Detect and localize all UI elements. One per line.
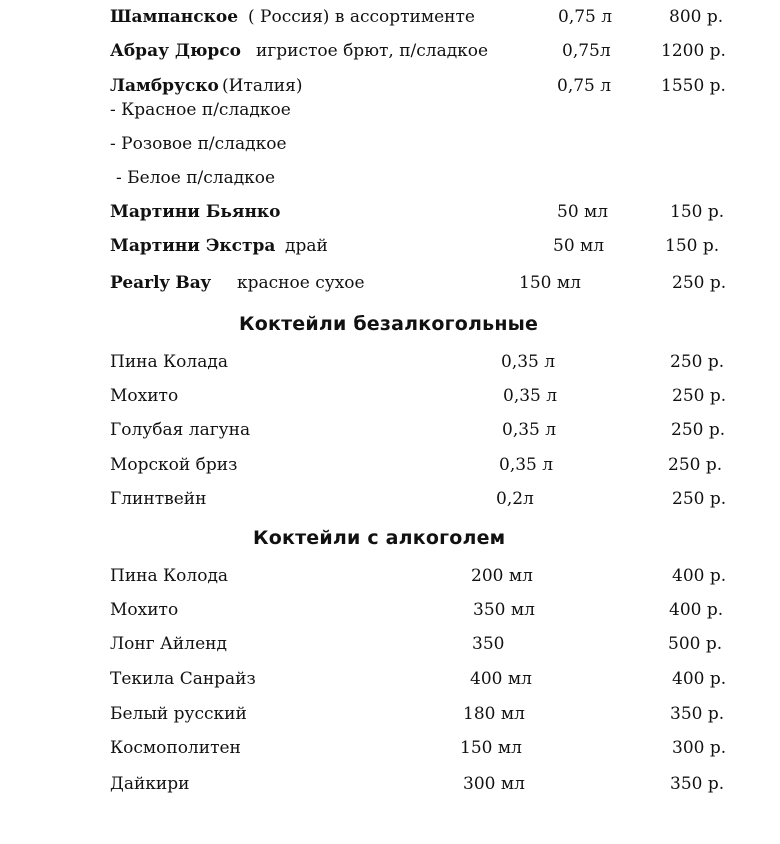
item-volume: 0,35 л <box>499 455 554 475</box>
item-price: 300 р. <box>672 738 727 758</box>
item-name: Текила Санрайз <box>110 669 256 689</box>
lambrusco-variant: - Розовое п/сладкое <box>110 134 287 154</box>
item-name: Белый русский <box>110 704 247 724</box>
item-description: драй <box>285 236 328 256</box>
item-name: Мартини Бьянко <box>110 202 281 222</box>
item-volume: 0,75 л <box>558 7 613 27</box>
item-price: 500 р. <box>668 634 723 654</box>
item-price: 250 р. <box>672 489 727 509</box>
item-volume: 350 мл <box>473 600 535 620</box>
item-price: 800 р. <box>669 7 724 27</box>
item-price: 350 р. <box>670 774 725 794</box>
item-name: Pearly Bay <box>110 273 211 293</box>
item-description: ( Россия) в ассортименте <box>248 7 475 27</box>
item-volume: 150 мл <box>519 273 581 293</box>
item-price: 250 р. <box>671 420 726 440</box>
item-price: 150 р. <box>665 236 720 256</box>
item-name: Мартини Экстра <box>110 236 276 256</box>
item-volume: 400 мл <box>470 669 532 689</box>
item-name: Лонг Айленд <box>110 634 227 654</box>
item-volume: 150 мл <box>460 738 522 758</box>
item-price: 250 р. <box>670 352 725 372</box>
item-price: 350 р. <box>670 704 725 724</box>
lambrusco-variant: - Красное п/сладкое <box>110 100 291 120</box>
item-volume: 0,2л <box>496 489 534 509</box>
item-name: Пина Колада <box>110 352 228 372</box>
item-name: Дайкири <box>110 774 190 794</box>
item-volume: 50 мл <box>553 236 605 256</box>
item-name: Морской бриз <box>110 455 238 475</box>
section-title-nonalcoholic: Коктейли безалкогольные <box>239 313 539 335</box>
item-volume: 0,75 л <box>557 76 612 96</box>
item-price: 1200 р. <box>661 41 726 61</box>
item-name: Мохито <box>110 386 179 406</box>
item-name: Голубая лагуна <box>110 420 251 440</box>
item-volume: 300 мл <box>463 774 525 794</box>
item-price: 400 р. <box>672 566 727 586</box>
item-volume: 180 мл <box>463 704 525 724</box>
item-price: 400 р. <box>672 669 727 689</box>
item-name: Мохито <box>110 600 179 620</box>
item-name: Глинтвейн <box>110 489 207 509</box>
item-price: 250 р. <box>672 273 727 293</box>
item-price: 150 р. <box>670 202 725 222</box>
item-price: 1550 р. <box>661 76 726 96</box>
item-price: 250 р. <box>668 455 723 475</box>
item-name: Пина Колода <box>110 566 229 586</box>
item-description: игристое брют, п/сладкое <box>256 41 489 61</box>
item-volume: 0,35 л <box>502 420 557 440</box>
item-volume: 0,35 л <box>501 352 556 372</box>
item-description: (Италия) <box>222 76 303 96</box>
item-name: Ламбруско <box>110 76 219 96</box>
lambrusco-variant: - Белое п/сладкое <box>116 168 276 188</box>
item-volume: 0,35 л <box>503 386 558 406</box>
item-volume: 50 мл <box>557 202 609 222</box>
item-volume: 200 мл <box>471 566 533 586</box>
item-price: 400 р. <box>669 600 724 620</box>
item-volume: 350 <box>472 634 505 654</box>
section-title-alcoholic: Коктейли с алкоголем <box>253 527 506 549</box>
item-volume: 0,75л <box>562 41 611 61</box>
item-name: Космополитен <box>110 738 241 758</box>
item-name: Абрау Дюрсо <box>110 41 242 61</box>
item-name: Шампанское <box>110 7 239 27</box>
item-price: 250 р. <box>672 386 727 406</box>
item-description: красное сухое <box>237 273 365 293</box>
